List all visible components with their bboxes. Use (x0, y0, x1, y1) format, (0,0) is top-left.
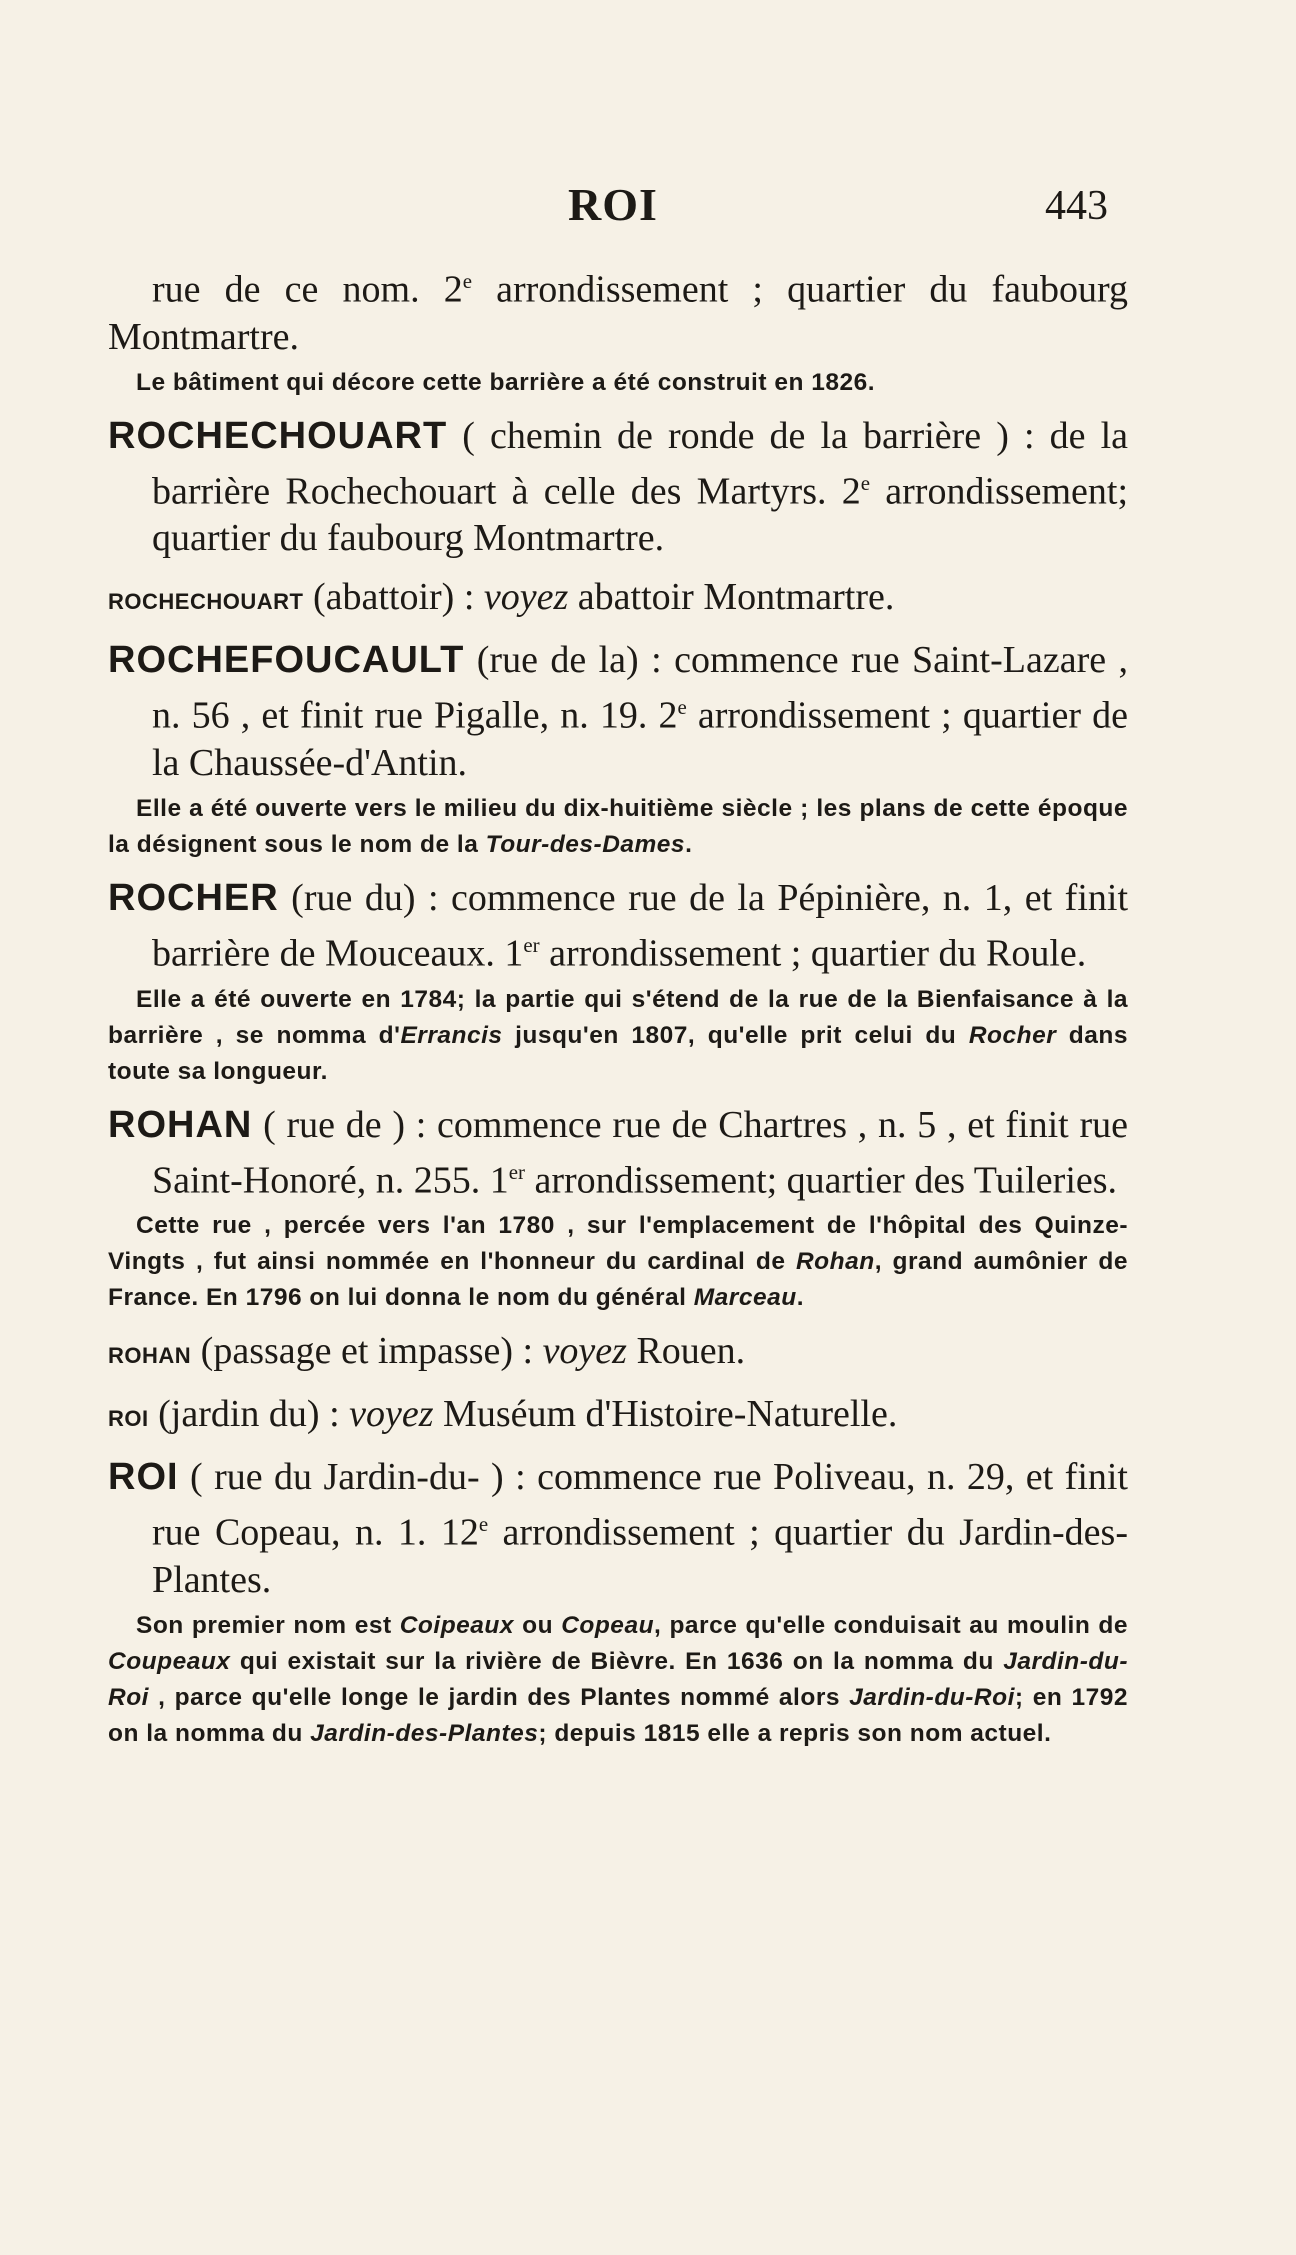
entry-rochechouart-abattoir: ROCHECHOUART (abattoir) : voyez abattoir Montmartre. (108, 576, 895, 619)
entry-rocher: ROCHER (rue du) : commence rue de la Pépinière, n. 1, et finit barrière de Mouceaux. 1er arrondissement ; quartier du Roule. (108, 876, 1128, 975)
entry-headword: ROHAN (108, 1343, 192, 1369)
entry-rochechouart-chemin: ROCHECHOUART ( chemin de ronde de la barrière ) : de la barrière Rochechouart à celle des Martyrs. 2e arrondissement; quartier du faubourg Montmartre. (108, 414, 1129, 560)
entry-note: Elle a été ouverte vers le milieu du dix-huitième siècle ; les plans de cette époque la désignent sous le nom de la Tour-des-Dames. (108, 794, 1128, 858)
entry-headword: ROCHEFOUCAULT (108, 639, 465, 682)
entry-note: Le bâtiment qui décore cette barrière a été construit en 1826. (136, 368, 876, 396)
entry-headword: ROCHER (108, 876, 279, 919)
page-body (108, 258, 1128, 1762)
entry-headword: ROI (108, 1406, 149, 1432)
entry-rohan-rue: ROHAN ( rue de ) : commence rue de Chartres , n. 5 , et finit rue Saint-Honoré, n. 255. 1er arrondissement; quartier des Tuileries. (108, 1103, 1128, 1202)
page-number: 443 (1045, 183, 1108, 229)
entry-note: Elle a été ouverte en 1784; la partie qui s'étend de la rue de la Bienfaisance à la barrière , se nomma d'Errancis jusqu'en 1807, qu'elle prit celui du Rocher dans toute sa longueur. (108, 985, 1128, 1085)
running-header (0, 178, 1296, 238)
running-title: ROI (568, 179, 658, 230)
entry-headword: ROCHECHOUART (108, 589, 304, 615)
entry-note: Son premier nom est Coipeaux ou Copeau, parce qu'elle conduisait au moulin de Coupeaux qui existait sur la rivière de Bièvre. En 1636 on la nomma du Jardin-du-Roi , parce qu'elle longe le jardin des Plantes nommé alors Jardin-du-Roi; en 1792 on la nomma du Jardin-des-Plantes; depuis 1815 elle a repris son nom actuel. (108, 1611, 1129, 1747)
continued-entry: rue de ce nom. 2e arrondissement ; quartier du faubourg Montmartre. (108, 268, 1128, 358)
entry-note: Cette rue , percée vers l'an 1780 , sur l'emplacement de l'hôpital des Quinze-Vingts , fut ainsi nommée en l'honneur du cardinal de Rohan, grand aumônier de France. En 1796 on lui donna le nom du général Marceau. (108, 1212, 1128, 1312)
entry-headword: ROCHECHOUART (108, 414, 448, 457)
entry-roi-rue: ROI ( rue du Jardin-du- ) : commence rue Poliveau, n. 29, et finit rue Copeau, n. 1. 12e arrondissement ; quartier du Jardin-des-Plantes. (108, 1456, 1128, 1601)
entry-headword: ROHAN (108, 1103, 253, 1146)
entry-rochefoucault: ROCHEFOUCAULT (rue de la) : commence rue Saint-Lazare , n. 56 , et finit rue Pigalle, n. 19. 2e arrondissement ; quartier de la Chaussée-d'Antin. (108, 639, 1128, 784)
entry-rohan-passage: ROHAN (passage et impasse) : voyez Rouen. (108, 1330, 746, 1373)
entry-headword: ROI (108, 1456, 179, 1499)
entry-roi-jardin: ROI (jardin du) : voyez Muséum d'Histoire-Naturelle. (108, 1393, 898, 1436)
